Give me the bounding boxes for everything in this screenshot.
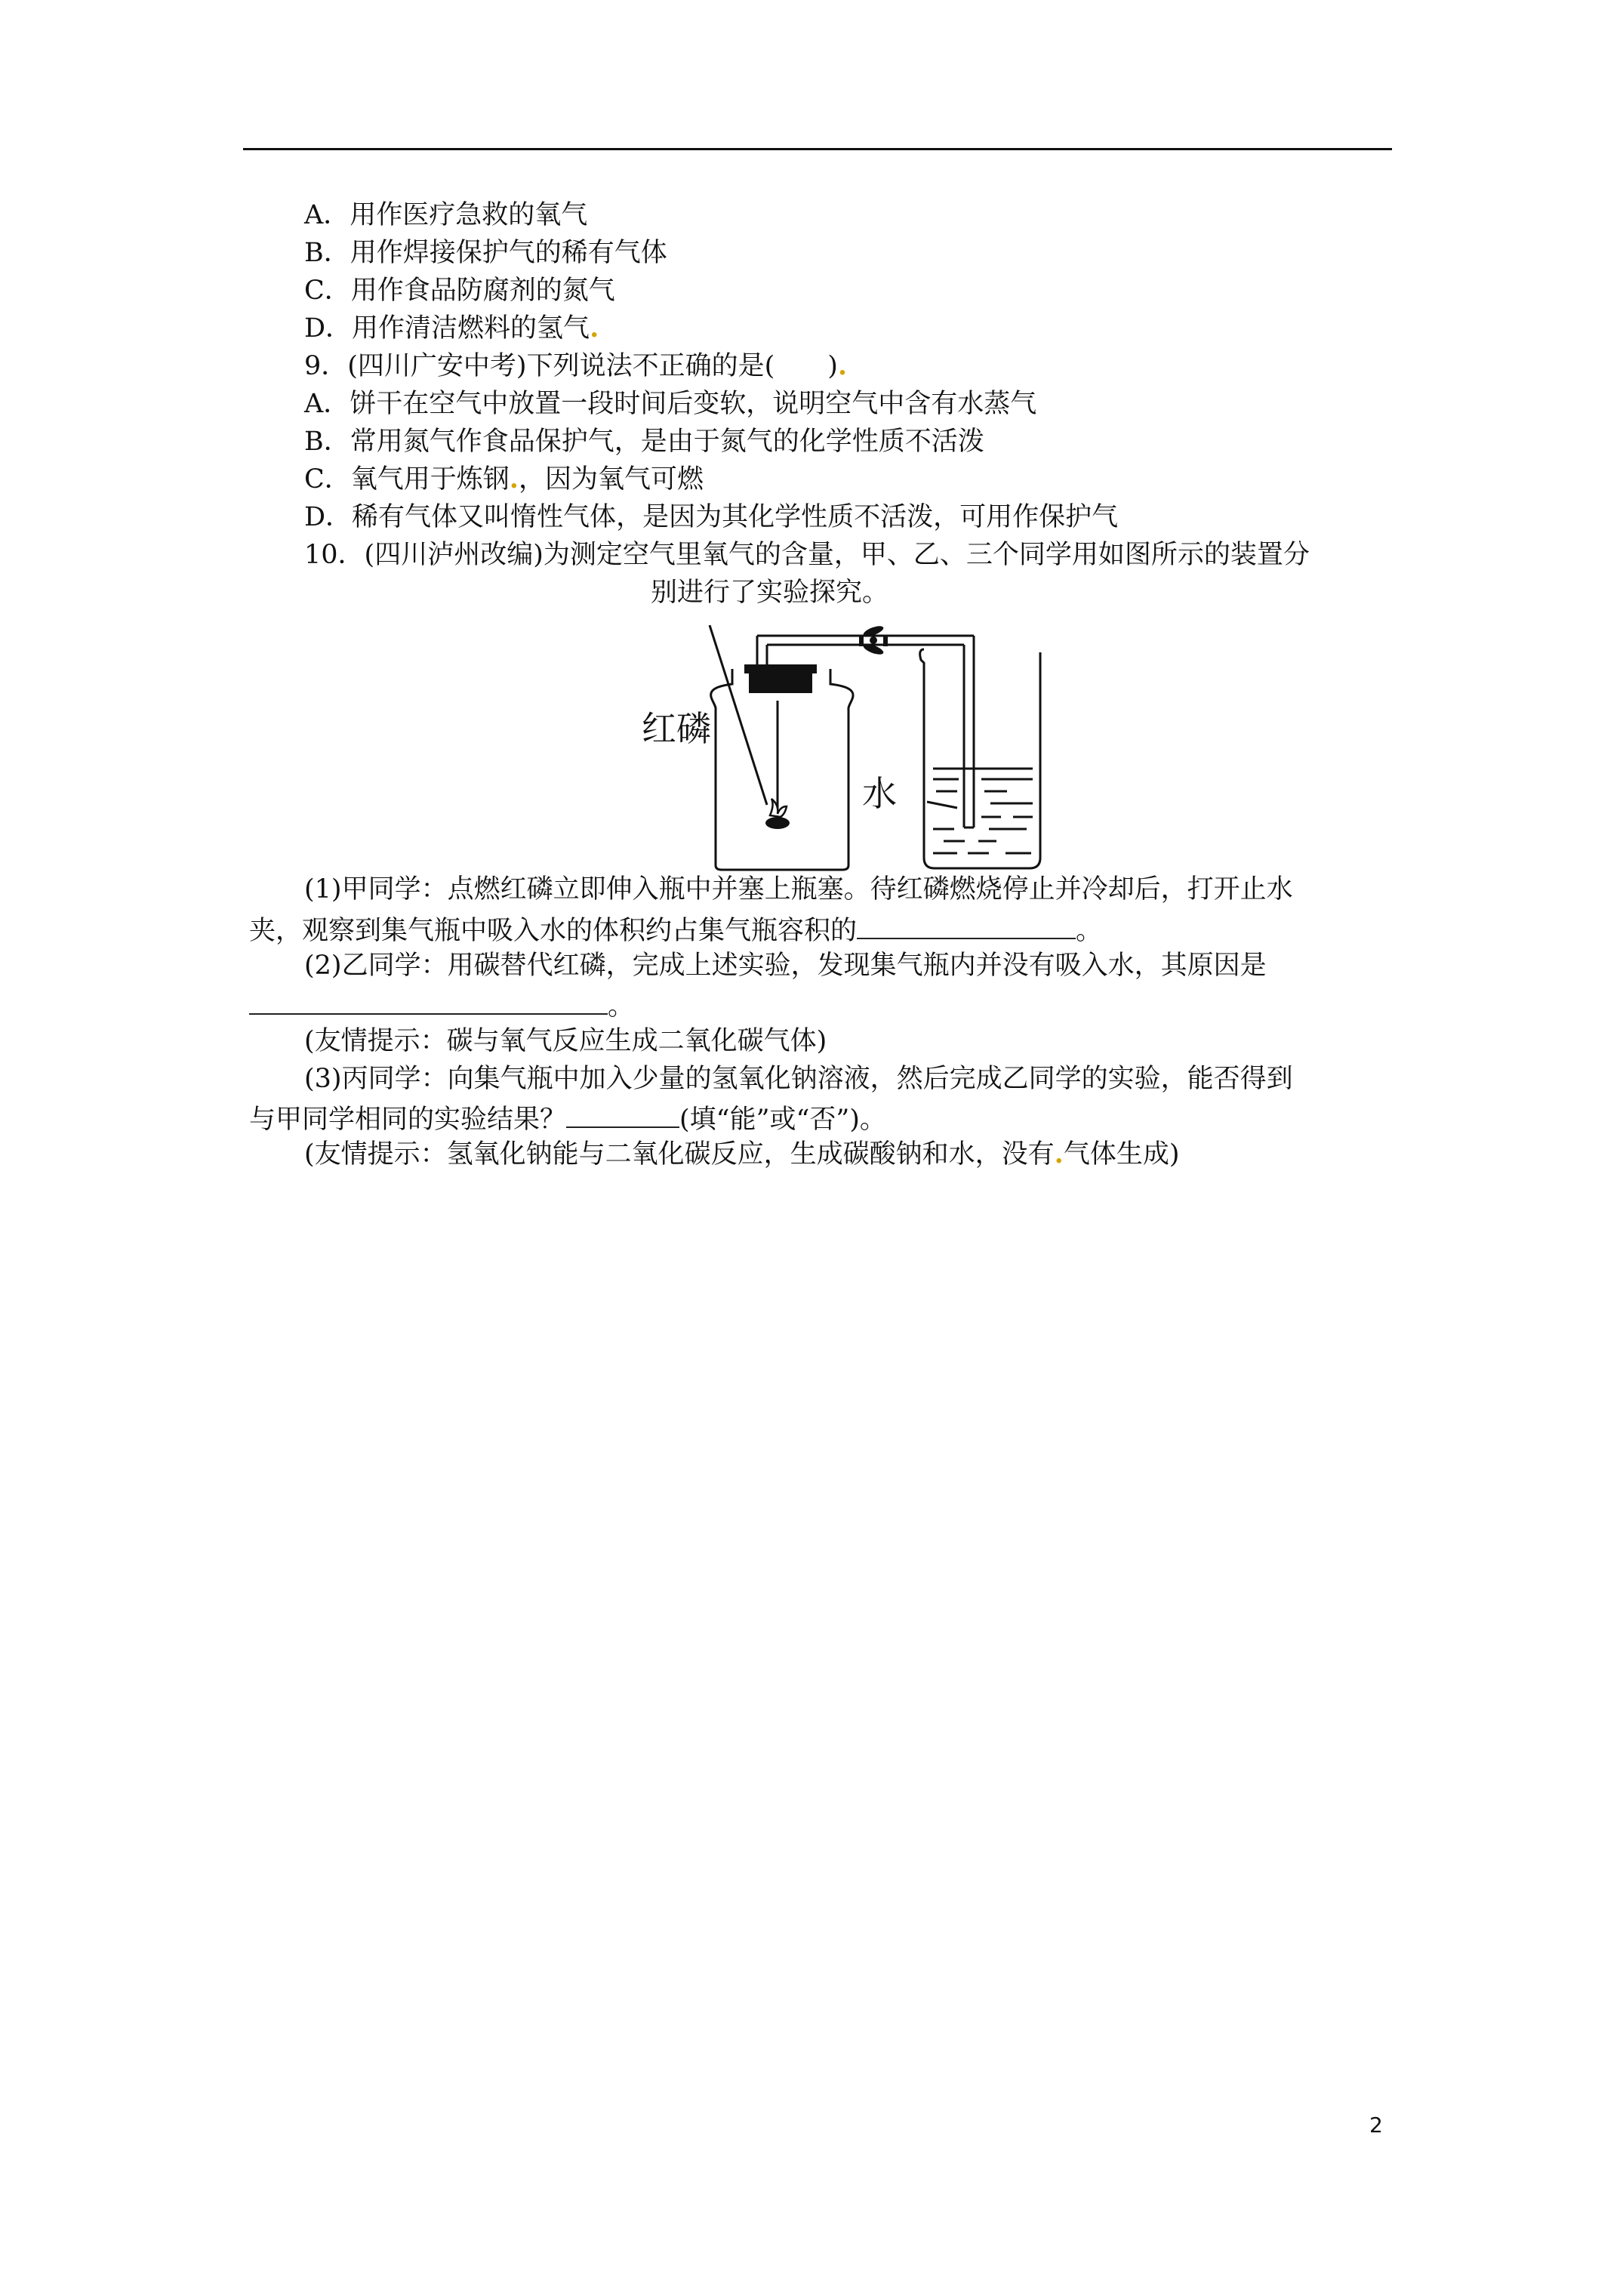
mark-dot: . [509,464,519,495]
q10-part1-text: 夹，观察到集气瓶中吸入水的体积约占集气瓶容积的 [249,916,858,946]
q10-part3-start: 与甲同学相同的实验结果？ [249,1105,567,1135]
q9-option-c [304,462,704,497]
water-lines [933,769,1033,853]
q10-stem-line1: 10．(四川泸州改编)为测定空气里氧气的含量，甲、乙、三个同学用如图所示的装置分 [304,540,1310,570]
q9-stem [304,349,847,384]
beaker [920,649,1040,868]
q10-part2-line1: (2)乙同学：用碳替代红磷，完成上述实验，发现集气瓶内并没有吸入水，其原因是 [304,951,1267,981]
mark-dot: . [837,350,848,381]
q10-part3-line1: (3)丙同学：向集气瓶中加入少量的氢氧化钠溶液，然后完成乙同学的实验，能否得到 [304,1064,1293,1094]
q10-part3-line2 [249,1099,886,1137]
clamp [859,625,888,656]
label-water: 水 [862,773,897,814]
apparatus-drawing [619,625,1087,873]
option-d-text: D．用作清洁燃料的氢气 [304,313,590,344]
q10-hint2 [304,1137,1180,1172]
q10-hint2-part2: 气体生成) [1063,1139,1180,1170]
q10-part1-line1: (1)甲同学：点燃红磷立即伸入瓶中并塞上瓶塞。待红磷燃烧停止并冷却后，打开止水 [304,874,1293,905]
option-a: A．用作医疗急救的氧气 [304,200,588,230]
pointer-phosphorus [710,625,767,805]
q9-option-c-part2: ，因为氧气可燃 [518,464,704,495]
q10-stem-line2: 别进行了实验探究。 [651,578,889,608]
mark-dot: . [1054,1139,1064,1170]
header-rule [243,148,1392,150]
q9-option-c-part1: C．氧气用于炼钢 [304,464,510,495]
q10-hint2-part1: (友情提示：氢氧化钠能与二氧化碳反应，生成碳酸钠和水，没有 [304,1139,1055,1170]
stopper-top [744,664,817,673]
answer-blank-3[interactable] [566,1099,679,1128]
q10-part1-end: 。 [1076,916,1103,946]
q9-option-a: A．饼干在空气中放置一段时间后变软，说明空气中含有水蒸气 [304,389,1037,419]
q9-option-b: B．常用氮气作食品保护气，是由于氮气的化学性质不活泼 [304,427,984,457]
answer-blank-1[interactable] [857,911,1076,939]
q10-part2-line2 [249,986,634,1024]
q10-hint1: (友情提示：碳与氧气反应生成二氧化碳气体) [304,1026,827,1056]
option-c: C．用作食品防腐剂的氮气 [304,276,615,306]
q10-part2-end: 。 [608,991,635,1022]
q9-stem-text: 9．(四川广安中考)下列说法不正确的是( ) [304,351,838,381]
option-b: B．用作焊接保护气的稀有气体 [304,238,667,268]
page-number: 2 [1369,2113,1383,2137]
apparatus-figure [619,625,1087,873]
q10-part3-end: (填“能”或“否”)。 [679,1105,886,1135]
q10-part1-line2 [249,911,1102,948]
answer-blank-2[interactable] [249,986,608,1015]
pointer-water [927,802,957,808]
stopper-body [749,673,812,693]
label-red-phosphorus: 红磷 [642,708,711,749]
option-d [304,311,599,346]
q9-option-d: D．稀有气体又叫惰性气体，是因为其化学性质不活泼，可用作保护气 [304,502,1119,532]
mark-dot: . [590,313,599,344]
